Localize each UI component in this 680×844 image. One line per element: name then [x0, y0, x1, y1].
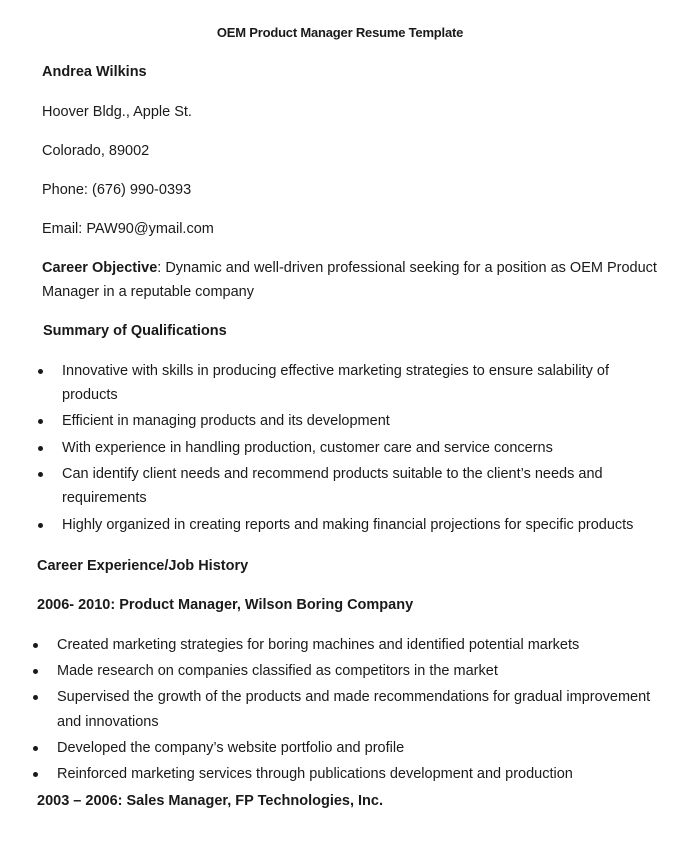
list-item-text: Supervised the growth of the products and made recommendations for gradual improvement	[57, 689, 651, 705]
list-item-text-continued: requirements	[62, 490, 147, 506]
career-objective-label: Career Objective	[42, 260, 158, 276]
list-item-text: Developed the company’s website portfolio and profile	[57, 740, 405, 756]
bullet-icon	[33, 643, 38, 648]
list-item-text: Reinforced marketing services through publications development and production	[57, 766, 573, 782]
list-item-text: Highly organized in creating reports and making financial projections for specific products	[62, 517, 634, 533]
bullet-icon	[38, 472, 43, 477]
list-item-text: Efficient in managing products and its development	[62, 413, 390, 429]
list-item-text: With experience in handling production, customer care and service concerns	[62, 440, 553, 456]
bullet-icon	[33, 695, 38, 700]
list-item-text: Can identify client needs and recommend products suitable to the client’s needs and	[62, 466, 603, 482]
career-objective-text-continued: Manager in a reputable company	[42, 284, 254, 300]
bullet-icon	[38, 523, 43, 528]
bullet-icon	[33, 746, 38, 751]
summary-heading: Summary of Qualifications	[43, 323, 227, 339]
email-line: Email: PAW90@ymail.com	[42, 221, 214, 237]
phone-line: Phone: (676) 990-0393	[42, 182, 192, 198]
bullet-icon	[38, 446, 43, 451]
career-objective	[42, 259, 657, 277]
bullet-icon	[33, 772, 38, 777]
address-line: Hoover Bldg., Apple St.	[42, 104, 192, 120]
bullet-icon	[38, 369, 43, 374]
list-item-text-continued: and innovations	[57, 714, 159, 730]
page-title: OEM Product Manager Resume Template	[216, 25, 464, 40]
list-item-text: Made research on companies classified as competitors in the market	[57, 663, 498, 679]
list-item-text: Innovative with skills in producing effective marketing strategies to ensure salability of	[62, 363, 609, 379]
candidate-name: Andrea Wilkins	[42, 64, 147, 80]
career-objective-text: : Dynamic and well-driven professional seeking for a position as OEM Product	[157, 260, 657, 276]
experience-heading: Career Experience/Job History	[37, 558, 249, 574]
list-item-text-continued: products	[62, 387, 118, 403]
list-item-text: Created marketing strategies for boring machines and identified potential markets	[57, 637, 580, 653]
bullet-icon	[38, 419, 43, 424]
job-title: 2006- 2010: Product Manager, Wilson Boring Company	[37, 597, 414, 613]
city-line: Colorado, 89002	[42, 143, 150, 159]
job-title: 2003 – 2006: Sales Manager, FP Technologies, Inc.	[37, 793, 384, 809]
bullet-icon	[33, 669, 38, 674]
